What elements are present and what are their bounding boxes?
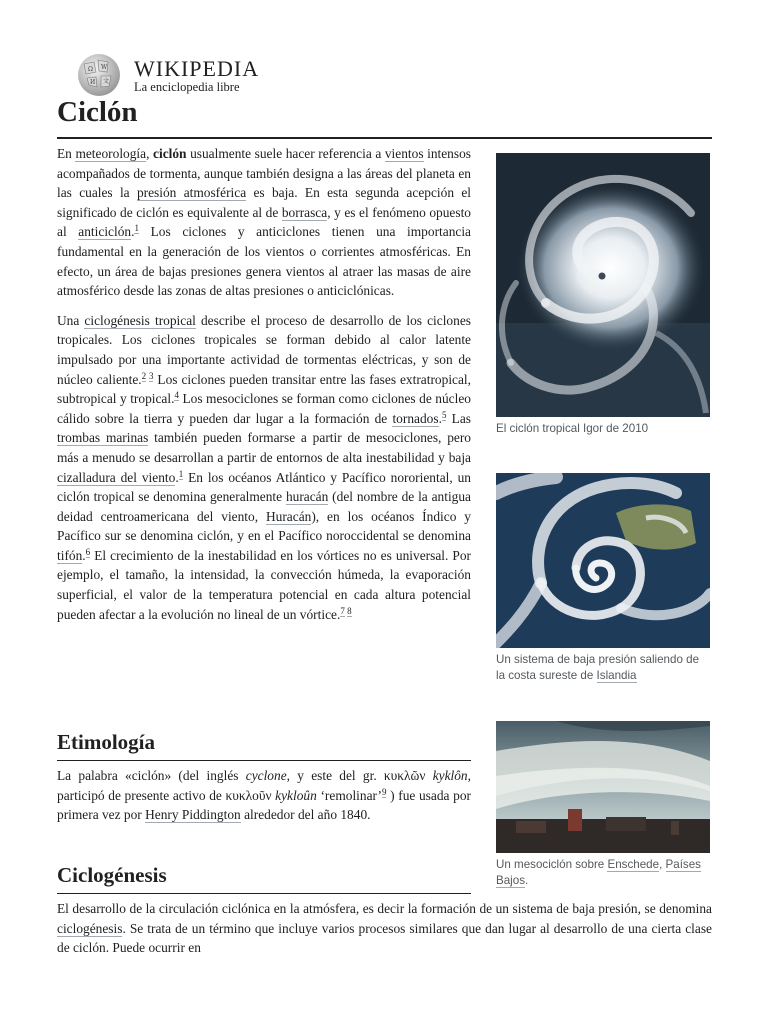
text: alrededor del año 1840. (240, 807, 371, 823)
italic-term: cyclone (245, 768, 287, 783)
text: intensos acompañados de tormenta, aunque también designa a las áreas del planeta en las cuales la (57, 146, 471, 201)
hurricane-satellite-image[interactable] (496, 153, 710, 417)
link-ciclogenesis-tropical[interactable]: ciclogénesis tropical (84, 312, 196, 328)
link-anticiclon[interactable]: anticiclón (78, 224, 132, 240)
text: , participó de presente activo de κυκλοῦν (57, 768, 471, 803)
link-tifon[interactable]: tifón (57, 547, 83, 563)
link-ciclogenesis[interactable]: ciclogénesis (57, 920, 123, 936)
low-pressure-satellite-image[interactable] (496, 473, 710, 648)
caption-link-paises-bajos[interactable]: Países Bajos (496, 858, 701, 887)
italic-term: kyklôn (432, 768, 468, 783)
link-borrasca[interactable]: borrasca (281, 204, 328, 220)
text: En los océanos Atlántico y Pacífico nororiental, un ciclón tropical se denomina generalmente (57, 469, 471, 505)
italic-term: kykloûn (275, 787, 317, 803)
intro-section (57, 144, 471, 624)
link-huracan[interactable]: huracán (285, 489, 329, 505)
reference-link[interactable]: 1 (134, 223, 139, 234)
reference-link[interactable]: 9 (381, 786, 387, 797)
reference-link[interactable]: 8 (347, 605, 352, 616)
intro-paragraph-2 (57, 311, 471, 625)
intro-paragraph-1 (57, 144, 471, 301)
caption-link-islandia[interactable]: Islandia (596, 669, 637, 682)
reference-link[interactable]: 4 (174, 390, 179, 401)
page-title: Ciclón (57, 96, 138, 128)
wikipedia-wordmark[interactable]: WIKIPEDIA (134, 56, 260, 81)
text: . (438, 410, 442, 426)
text: . Se trata de un término que incluye varios procesos similares que dan lugar al desarrollo de una cierta clase de ciclón. Puede ocurrir en (57, 920, 712, 956)
text: Los ciclones pueden transitar entre las fases extratropical, subtropical y tropical. (57, 371, 471, 407)
svg-text:文: 文 (103, 78, 110, 85)
figure-caption (496, 652, 710, 684)
text: también pueden formarse a partir de mesociclones, pero más a menudo se desarrollan a partir de entornos de alta inestabilidad y baja (57, 430, 471, 465)
text: Los ciclones y anticiclones tienen una importancia fundamental en la generación de los vientos o corrientes atmosféricas. En efecto, un área de bajas presiones genera vientos al atraer las masas de aire atmosférico desde las zonas de altas presiones o anticiclónicas. (57, 224, 471, 299)
link-meteorologia[interactable]: meteorología (75, 146, 147, 161)
link-cizalladura[interactable]: cizalladura del viento (57, 469, 176, 485)
etimologia-paragraph (57, 766, 471, 825)
section-heading-etimologia: Etimología (57, 730, 471, 761)
wikipedia-globe-logo[interactable] (74, 52, 124, 98)
reference-link[interactable]: 3 (148, 370, 154, 381)
text: es baja. En esta segunda acepción el significado de ciclón es equivalente al de (57, 185, 471, 220)
text: El crecimiento de la inestabilidad en los vórtices no es universal. Por ejemplo, el tamaño, la intensidad, la convección húmeda, la evaporación superficial, el valor de la temperatura potencial en cada altura potencial pueden afectar a la evolución no lineal de un vórtice. (57, 547, 471, 622)
text: (del nombre de la antigua deidad centroamericana del viento, (57, 489, 471, 524)
caption-text: , (659, 858, 666, 871)
link-presion-atmosferica[interactable]: presión atmosférica (136, 185, 247, 201)
svg-text:W: W (101, 64, 108, 71)
text: usualmente suele hacer referencia a (186, 146, 385, 161)
text: En (57, 146, 76, 161)
svg-text:И: И (90, 79, 96, 86)
text: , (146, 146, 154, 161)
link-trombas-marinas[interactable]: trombas marinas (57, 430, 149, 446)
text: Los mesociclones se forman como ciclones de núcleo cálido sobre la tierra y pueden dar lugar a la formación de (57, 391, 471, 426)
text: ) fue usada por primera vez por (57, 787, 471, 823)
text: , y es el fenómeno opuesto al (57, 204, 471, 240)
caption-text: Un mesociclón sobre (496, 858, 608, 871)
text: Las (446, 410, 471, 426)
title-divider (57, 137, 712, 139)
figure-huracan-igor (496, 153, 710, 437)
text: . (82, 547, 86, 563)
mesocyclone-photo[interactable] (496, 721, 710, 853)
text: La palabra «ciclón» (del inglés (57, 768, 246, 783)
wikipedia-tagline: La enciclopedia libre (134, 80, 240, 94)
reference-link[interactable]: 5 (441, 409, 447, 420)
link-vientos[interactable]: vientos (384, 146, 424, 161)
text: describe el proceso de desarrollo de los ciclones tropicales. Los ciclones tropicales se forman debido al calor latente impulsado por una importante actividad de tormentas eléctricas, y son de núcleo caliente. (57, 312, 471, 387)
link-henry-piddington[interactable]: Henry Piddington (145, 807, 241, 823)
text: . (131, 224, 135, 240)
figure-caption (496, 857, 710, 889)
figure-baja-presion-islandia (496, 473, 710, 684)
ciclogenesis-section (57, 899, 712, 958)
link-huracan-deidad[interactable]: Huracán (265, 508, 312, 524)
text: Una (57, 312, 85, 328)
ciclogenesis-paragraph (57, 899, 712, 958)
figure-mesociclon-enschede (496, 721, 710, 889)
caption-link-enschede[interactable]: Enschede (607, 858, 660, 871)
text: . (175, 469, 179, 485)
reference-link[interactable]: 1 (178, 468, 184, 479)
text: , y este del gr. κυκλῶν (286, 768, 433, 783)
caption-text: . (525, 874, 529, 887)
section-heading-ciclogenesis: Ciclogénesis (57, 863, 471, 894)
caption-text: Un sistema de baja presión saliendo de la costa sureste de (496, 653, 700, 682)
etimologia-section (57, 766, 471, 825)
figure-caption: El ciclón tropical Igor de 2010 (496, 422, 649, 435)
text: ), en los océanos Índico y Pacífico sur se denomina ciclón, y en el Pacífico noroccidental se denomina (57, 508, 471, 544)
reference-link[interactable]: 6 (85, 546, 91, 557)
svg-text:Ω: Ω (88, 66, 93, 73)
reference (142, 371, 154, 382)
reference (340, 606, 351, 617)
reference-link[interactable]: 2 (141, 370, 147, 381)
bold-term: ciclón (153, 146, 187, 161)
text: ‘remolinar’ (316, 787, 382, 803)
text: El desarrollo de la circulación ciclónica en la atmósfera, es decir la formación de un sistema de baja presión, se denomina (57, 901, 712, 916)
reference-link[interactable]: 7 (340, 605, 345, 616)
link-tornados[interactable]: tornados (392, 410, 439, 426)
